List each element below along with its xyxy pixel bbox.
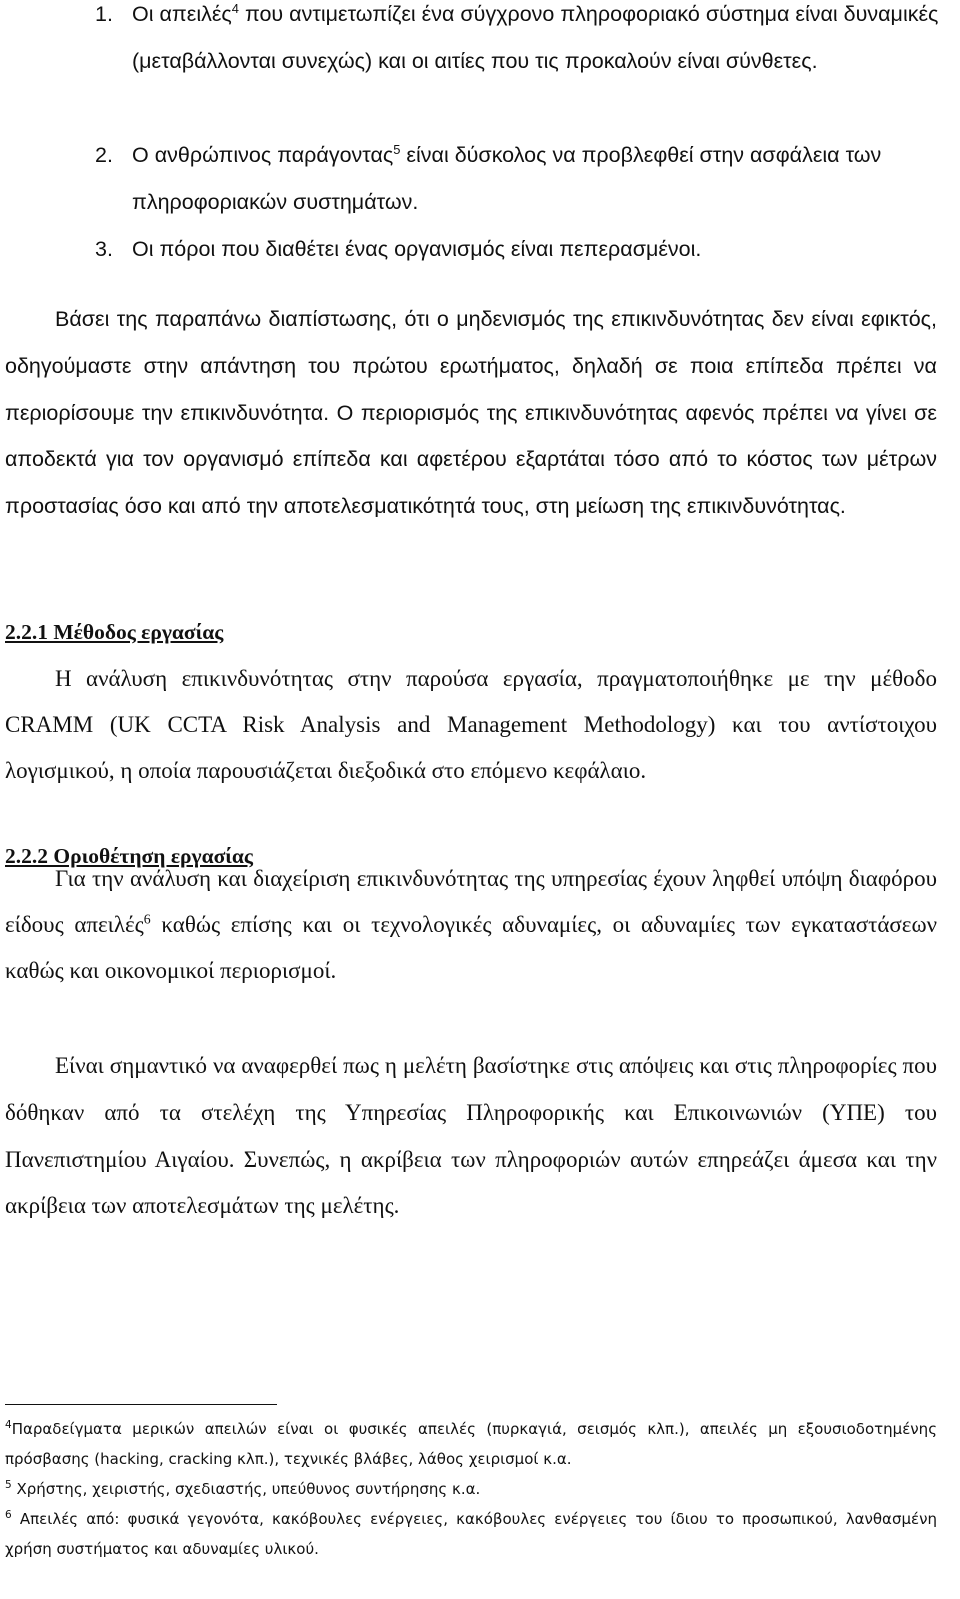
list-text	[132, 132, 940, 226]
list-number: 1.	[95, 2, 113, 26]
footnote	[5, 1504, 937, 1564]
paragraph-text: καθώς επίσης και οι τεχνολογικές αδυναμίες, οι αδυναμίες των εγκαταστάσεων καθώς και οικονομικοί περιορισμοί.	[5, 912, 937, 983]
section-heading: 2.2.2 Οριοθέτηση εργασίας	[5, 844, 254, 868]
paragraph-text: Είναι σημαντικό να αναφερθεί πως η μελέτη βασίστηκε στις απόψεις και στις πληροφορίες που δόθηκαν από τα στελέχη της Υπηρεσίας Πληροφορικής και Επικοινωνιών (ΥΠΕ) του Πανεπιστημίου Αιγαίου. Συνεπώς, η ακρίβεια των πληροφοριών αυτών επηρεάζει άμεσα και την ακρίβεια των αποτελεσμάτων της μελέτης.	[5, 1053, 937, 1219]
list-number: 2.	[95, 143, 113, 167]
footnote	[5, 1474, 937, 1504]
list-text-part: είναι δύσκολος να προβλεφθεί στην ασφάλεια των πληροφοριακών συστημάτων.	[132, 143, 882, 214]
list-text: Οι πόροι που διαθέτει ένας οργανισμός είναι πεπερασμένοι.	[132, 237, 702, 261]
list-item	[95, 132, 940, 226]
footnote-ref: 5	[393, 141, 401, 157]
footnote-ref: 6	[143, 911, 151, 927]
footnotes	[5, 1414, 937, 1564]
list-item	[95, 0, 940, 85]
body-paragraph	[5, 856, 937, 994]
footnote-text: Απειλές από: φυσικά γεγονότα, κακόβουλες ενέργειες, κακόβουλες ενέργειες του ίδιου το προσωπικού, λανθασμένη χρήση συστήματος και αδυναμίες υλικού.	[5, 1510, 937, 1558]
footnote-separator	[5, 1404, 277, 1405]
body-paragraph	[5, 296, 937, 530]
list-text-part: Οι απειλές	[132, 2, 232, 26]
footnote-text: Παραδείγματα μερικών απειλών είναι οι φυσικές απειλές (πυρκαγιά, σεισμός κλπ.), απειλές μη εξουσιοδοτημένης πρόσβασης (hacking, cracking κλπ.), τεχνικές βλάβες, λάθος χειρισμοί κ.α.	[5, 1420, 937, 1468]
list-text-part: που αντιμετωπίζει ένα σύγχρονο πληροφοριακό σύστημα είναι δυναμικές (μεταβάλλονται συνεχώς) και οι αιτίες που τις προκαλούν είναι σύνθετες.	[132, 2, 939, 73]
paragraph-text: Η ανάλυση επικινδυνότητας στην παρούσα εργασία, πραγματοποιήθηκε με την μέθοδο CRAMM (UK CCTA Risk Analysis and Management Methodology) και του αντίστοιχου λογισμικού, η οποία παρουσιάζεται διεξοδικά στο επόμενο κεφάλαιο.	[5, 666, 937, 783]
body-paragraph	[5, 1043, 937, 1230]
footnote-text: Χρήστης, χειριστής, σχεδιαστής, υπεύθυνος συντήρησης κ.α.	[16, 1480, 481, 1498]
footnote-mark: 6	[5, 1509, 12, 1521]
list-text	[132, 0, 940, 85]
footnote-mark: 5	[5, 1479, 12, 1491]
paragraph-text: Για την ανάλυση και διαχείριση επικινδυνότητας της υπηρεσίας έχουν ληφθεί υπόψη διαφόρου είδους απειλές	[5, 866, 937, 937]
list-number: 3.	[95, 237, 113, 261]
body-paragraph	[5, 656, 937, 794]
paragraph-text: Βάσει της παραπάνω διαπίστωσης, ότι ο μηδενισμός της επικινδυνότητας δεν είναι εφικτός, οδηγούμαστε στην απάντηση του πρώτου ερωτήματος, δηλαδή σε ποια επίπεδα πρέπει να περιορίσουμε την επικινδυνότητα. Ο περιορισμός της επικινδυνότητας αφενός πρέπει να γίνει σε αποδεκτά για τον οργανισμό επίπεδα και αφετέρου εξαρτάται τόσο από το κόστος των μέτρων προστασίας όσο και από την αποτελεσματικότητά τους, στη μείωση της επικινδυνότητας.	[5, 307, 937, 519]
footnote-ref: 4	[231, 0, 239, 16]
list-text-part: Ο ανθρώπινος παράγοντας	[132, 143, 394, 167]
footnote-mark: 4	[5, 1419, 12, 1431]
footnote	[5, 1414, 937, 1474]
list-item	[95, 226, 940, 273]
section-heading: 2.2.1 Μέθοδος εργασίας	[5, 620, 224, 644]
